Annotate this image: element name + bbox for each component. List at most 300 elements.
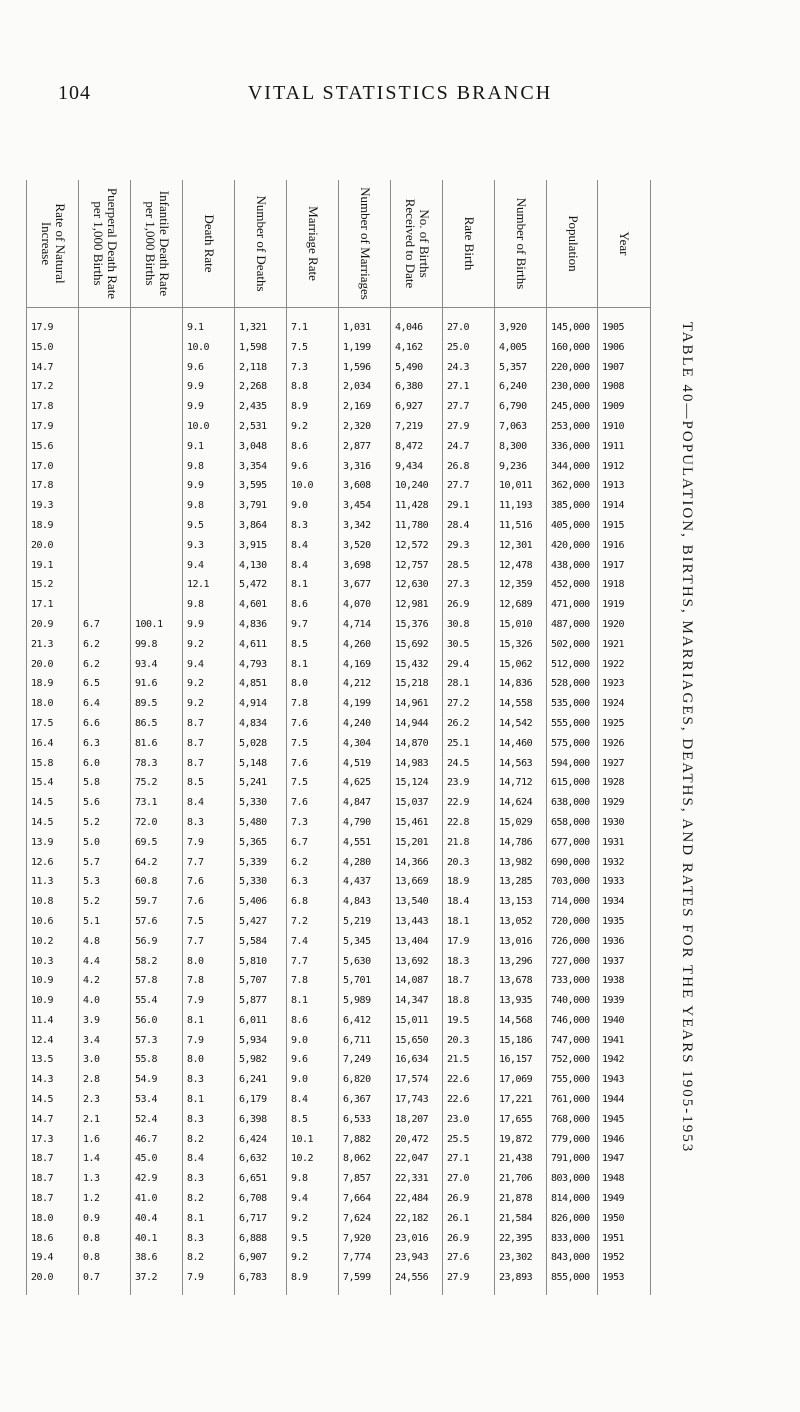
table-cell: 15,218 <box>395 678 429 690</box>
table-cell <box>83 377 127 397</box>
table-cell: 7.7 <box>187 935 204 947</box>
table-cell: 17,069 <box>499 1074 533 1086</box>
table-cell <box>83 556 127 576</box>
table-cell: 27.2 <box>447 698 470 710</box>
table-cell: 9.4 <box>291 1192 308 1204</box>
table-cell <box>135 556 179 576</box>
table-cell: 7.1 <box>291 321 308 333</box>
table-cell: 7.8 <box>291 698 308 710</box>
table-cell: 6.3 <box>291 876 308 888</box>
table-cell: 13,153 <box>499 896 533 907</box>
table-cell: 405,000 <box>551 519 590 531</box>
table-cell: 4.4 <box>83 955 100 967</box>
table-cell: 21.8 <box>447 836 470 848</box>
table-cell: 1,596 <box>343 361 371 373</box>
table-cell: 1943 <box>602 1074 625 1086</box>
table-cell: 3,864 <box>239 519 267 531</box>
table-cell: 19.3 <box>31 500 54 512</box>
table-cell: 6.3 <box>83 737 100 749</box>
table-cell: 8.6 <box>291 440 308 452</box>
table-cell: 15,011 <box>395 1014 429 1026</box>
column-deaths <box>234 180 287 1295</box>
table-cell: 17.8 <box>31 401 54 413</box>
table-cell: 9.3 <box>187 539 204 551</box>
table-cell: 18,207 <box>395 1113 429 1125</box>
table-cell: 9.2 <box>291 1252 308 1264</box>
table-cell: 615,000 <box>551 777 590 789</box>
table-cell: 1914 <box>602 500 625 512</box>
table-cell: 1947 <box>602 1153 625 1165</box>
table-cell: 27.6 <box>447 1252 470 1264</box>
table-cell: 12,478 <box>499 559 533 571</box>
table-cell: 6,424 <box>239 1133 267 1145</box>
table-cell: 10.9 <box>31 994 54 1006</box>
table-cell: 5,028 <box>239 737 267 749</box>
table-cell: 160,000 <box>551 341 590 353</box>
column-puerperal_rate <box>78 180 131 1295</box>
table-cell: 17.3 <box>31 1133 54 1145</box>
table-cell: 73.1 <box>135 797 158 809</box>
table-cell: 69.5 <box>135 836 158 848</box>
table-cell: 4,834 <box>239 717 267 729</box>
table-cell <box>135 338 179 358</box>
table-cell: 24.3 <box>447 361 470 373</box>
table-cell: 11,428 <box>395 500 429 512</box>
table-cell: 9.1 <box>187 440 204 452</box>
table-cell: 21,878 <box>499 1192 533 1204</box>
table-cell: 677,000 <box>551 836 590 848</box>
column-death_rate <box>182 180 235 1295</box>
table-cell: 6.7 <box>83 618 100 630</box>
table-cell: 14,870 <box>395 737 429 749</box>
table-cell: 17.5 <box>31 717 54 729</box>
table-cell: 14.5 <box>31 816 54 828</box>
table-cell: 22,331 <box>395 1173 429 1185</box>
table-cell: 8.0 <box>187 955 204 967</box>
table-cell: 1910 <box>602 420 625 432</box>
table-cell: 3,048 <box>239 440 267 452</box>
table-cell: 220,000 <box>551 361 590 373</box>
table-cell: 5.3 <box>83 876 100 888</box>
table-cell: 45.0 <box>135 1153 158 1165</box>
table-cell: 7.6 <box>187 876 204 888</box>
table-cell: 4,551 <box>343 836 371 848</box>
table-cell: 5,427 <box>239 915 267 927</box>
table-cell: 20.3 <box>447 856 470 868</box>
table-cell: 9,236 <box>499 460 527 472</box>
table-cell: 7.6 <box>187 896 204 907</box>
table-cell: 5.8 <box>83 777 100 789</box>
table-cell: 21.5 <box>447 1054 470 1066</box>
table-cell: 420,000 <box>551 539 590 551</box>
table-cell: 4,836 <box>239 618 267 630</box>
table-cell: 57.3 <box>135 1034 158 1046</box>
table-cell: 8.5 <box>291 1113 308 1125</box>
table-cell: 25.5 <box>447 1133 470 1145</box>
table-cell: 336,000 <box>551 440 590 452</box>
table-cell: 18.8 <box>447 994 470 1006</box>
table-cell: 19.5 <box>447 1014 470 1026</box>
table-cell: 1,199 <box>343 341 371 353</box>
table-cell: 14,460 <box>499 737 533 749</box>
table-cell: 733,000 <box>551 975 590 987</box>
table-cell: 15,432 <box>395 658 429 670</box>
table-cell: 1905 <box>602 321 625 333</box>
table-cell: 8.3 <box>291 519 308 531</box>
table-cell: 5,241 <box>239 777 267 789</box>
table-cell: 843,000 <box>551 1252 590 1264</box>
table-cell: 385,000 <box>551 500 590 512</box>
table-cell: 17,221 <box>499 1093 533 1105</box>
column-header: No. of Births Received to Date <box>391 180 443 308</box>
table-cell: 755,000 <box>551 1074 590 1086</box>
table-cell: 4,130 <box>239 559 267 571</box>
table-cell: 833,000 <box>551 1232 590 1244</box>
table-cell: 21,584 <box>499 1212 533 1224</box>
table-cell: 8,300 <box>499 440 527 452</box>
table-cell: 28.1 <box>447 678 470 690</box>
table-cell: 1953 <box>602 1272 625 1284</box>
table-cell: 9.2 <box>291 420 308 432</box>
table-cell <box>83 437 127 457</box>
table-cell: 5.7 <box>83 856 100 868</box>
table-cell: 7.8 <box>291 975 308 987</box>
table-cell: 6,711 <box>343 1034 371 1046</box>
table-cell: 8.1 <box>187 1212 204 1224</box>
table-cell: 8.2 <box>187 1133 204 1145</box>
table-cell: 91.6 <box>135 678 158 690</box>
table-cell: 8.5 <box>187 777 204 789</box>
table-cell <box>83 358 127 378</box>
table-cell: 10.2 <box>291 1153 314 1165</box>
column-population <box>546 180 599 1295</box>
table-cell: 17.9 <box>447 935 470 947</box>
table-cell: 14,087 <box>395 975 429 987</box>
table-cell: 2,531 <box>239 420 267 432</box>
table-cell: 6.2 <box>291 856 308 868</box>
table-cell: 3,354 <box>239 460 267 472</box>
table-cell: 1944 <box>602 1093 625 1105</box>
table-cell: 8.3 <box>187 1113 204 1125</box>
table-cell: 25.1 <box>447 737 470 749</box>
table-cell: 502,000 <box>551 638 590 650</box>
table-cell: 8.2 <box>187 1192 204 1204</box>
column-values <box>239 318 283 1288</box>
table-cell: 7,882 <box>343 1133 371 1145</box>
table-cell: 89.5 <box>135 698 158 710</box>
table-cell: 7.4 <box>291 935 308 947</box>
table-cell: 5,490 <box>395 361 423 373</box>
table-cell: 5,707 <box>239 975 267 987</box>
column-values <box>447 318 491 1288</box>
column-header: Population <box>547 180 599 308</box>
table-cell: 1945 <box>602 1113 625 1125</box>
table-cell: 14,558 <box>499 698 533 710</box>
table-cell: 7.7 <box>187 856 204 868</box>
table-cell: 22.8 <box>447 816 470 828</box>
table-cell: 1906 <box>602 341 625 353</box>
column-year <box>597 180 651 1295</box>
table-cell: 5,934 <box>239 1034 267 1046</box>
table-cell: 4,212 <box>343 678 371 690</box>
table-cell: 5,472 <box>239 579 267 591</box>
table-cell: 8.7 <box>187 737 204 749</box>
table-cell: 11,780 <box>395 519 429 531</box>
table-cell: 5.0 <box>83 836 100 848</box>
table-cell: 17.2 <box>31 381 54 393</box>
table-cell: 1912 <box>602 460 625 472</box>
table-cell: 1917 <box>602 559 625 571</box>
table-cell: 1928 <box>602 777 625 789</box>
table-cell: 20.0 <box>31 539 54 551</box>
table-cell: 5,330 <box>239 797 267 809</box>
table-cell: 4,437 <box>343 876 371 888</box>
table-cell: 8.9 <box>291 1272 308 1284</box>
table-cell: 56.0 <box>135 1014 158 1026</box>
table-cell: 594,000 <box>551 757 590 769</box>
table-cell: 15.6 <box>31 440 54 452</box>
table-cell: 14,563 <box>499 757 533 769</box>
table-cell: 8.2 <box>187 1252 204 1264</box>
table-cell: 7,219 <box>395 420 423 432</box>
table-cell: 15.0 <box>31 341 54 353</box>
table-cell: 3,677 <box>343 579 371 591</box>
table-cell: 1.4 <box>83 1153 100 1165</box>
table-cell: 13,443 <box>395 915 429 927</box>
column-values <box>291 318 335 1288</box>
table-cell <box>83 397 127 417</box>
table-cell: 10.0 <box>291 480 314 492</box>
table-cell: 727,000 <box>551 955 590 967</box>
table-cell: 7.9 <box>187 836 204 848</box>
table-cell: 1952 <box>602 1252 625 1264</box>
table-cell: 28.4 <box>447 519 470 531</box>
table-cell: 5,877 <box>239 994 267 1006</box>
table-cell: 20.3 <box>447 1034 470 1046</box>
table-cell: 1933 <box>602 876 625 888</box>
table-cell: 93.4 <box>135 658 158 670</box>
table-cell: 13.5 <box>31 1054 54 1066</box>
table-cell: 9.5 <box>187 519 204 531</box>
table-cell: 8.0 <box>187 1054 204 1066</box>
table-cell: 658,000 <box>551 816 590 828</box>
table-cell: 8.4 <box>187 797 204 809</box>
table-cell <box>83 457 127 477</box>
table-cell: 1942 <box>602 1054 625 1066</box>
table-cell: 7.5 <box>187 915 204 927</box>
table-cell: 11,516 <box>499 519 533 531</box>
table-cell: 7.5 <box>291 341 308 353</box>
column-birth_rate <box>442 180 495 1295</box>
column-values <box>187 318 231 1288</box>
table-cell: 9.7 <box>291 618 308 630</box>
column-births <box>494 180 547 1295</box>
table-cell: 75.2 <box>135 777 158 789</box>
table-cell: 13,692 <box>395 955 429 967</box>
column-values <box>31 318 75 1288</box>
table-cell: 100.1 <box>135 618 163 630</box>
table-cell: 5,357 <box>499 361 527 373</box>
table-cell: 452,000 <box>551 579 590 591</box>
table-cell <box>83 575 127 595</box>
table-cell: 1,321 <box>239 321 267 333</box>
table-cell: 5,584 <box>239 935 267 947</box>
table-cell: 638,000 <box>551 797 590 809</box>
column-values <box>135 318 179 1288</box>
table-cell: 768,000 <box>551 1113 590 1125</box>
table-cell: 23,893 <box>499 1272 533 1284</box>
table-cell: 3,920 <box>499 321 527 333</box>
table-cell: 3,454 <box>343 500 371 512</box>
table-cell <box>135 358 179 378</box>
table-cell: 29.4 <box>447 658 470 670</box>
table-cell: 11,193 <box>499 500 533 512</box>
table-cell: 1.3 <box>83 1173 100 1185</box>
table-cell: 17,655 <box>499 1113 533 1125</box>
table-cell: 15.4 <box>31 777 54 789</box>
table-cell: 13,669 <box>395 876 429 888</box>
table-cell: 17.0 <box>31 460 54 472</box>
table-cell <box>83 417 127 437</box>
table-cell: 13,540 <box>395 896 429 907</box>
table-cell: 7.5 <box>291 777 308 789</box>
table-cell: 5,480 <box>239 816 267 828</box>
table-cell: 9.4 <box>187 658 204 670</box>
table-cell: 38.6 <box>135 1252 158 1264</box>
table-cell: 26.8 <box>447 460 470 472</box>
table-cell: 27.1 <box>447 381 470 393</box>
table-cell <box>135 476 179 496</box>
table-cell <box>83 536 127 556</box>
table-cell: 23,016 <box>395 1232 429 1244</box>
table-cell: 4,625 <box>343 777 371 789</box>
table-cell: 9.2 <box>291 1212 308 1224</box>
table-cell: 1932 <box>602 856 625 868</box>
table-cell: 20,472 <box>395 1133 429 1145</box>
table-cell: 5.6 <box>83 797 100 809</box>
table-cell: 15,201 <box>395 836 429 848</box>
table-cell: 9.9 <box>187 401 204 413</box>
table-cell: 1946 <box>602 1133 625 1145</box>
table-cell: 4,914 <box>239 698 267 710</box>
table-cell: 6,927 <box>395 401 423 413</box>
table-cell: 8.8 <box>291 381 308 393</box>
column-header: Puerperal Death Rate per 1,000 Births <box>79 180 131 308</box>
column-marriages <box>338 180 391 1295</box>
column-header: Number of Deaths <box>235 180 287 308</box>
table-cell: 13,404 <box>395 935 429 947</box>
table-cell: 1939 <box>602 994 625 1006</box>
table-cell: 11.4 <box>31 1014 54 1026</box>
column-header: Rate Birth <box>443 180 495 308</box>
table-cell: 1922 <box>602 658 625 670</box>
table-cell: 1908 <box>602 381 625 393</box>
table-cell: 7,249 <box>343 1054 371 1066</box>
table-cell: 726,000 <box>551 935 590 947</box>
table-cell: 15,186 <box>499 1034 533 1046</box>
table-cell: 6.2 <box>83 658 100 670</box>
table-cell: 1923 <box>602 678 625 690</box>
table-cell: 18.7 <box>31 1153 54 1165</box>
table-cell: 14,542 <box>499 717 533 729</box>
table-cell: 10.0 <box>187 420 210 432</box>
table-cell: 1937 <box>602 955 625 967</box>
table-cell: 7.9 <box>187 994 204 1006</box>
table-cell: 13.9 <box>31 836 54 848</box>
table-cell: 245,000 <box>551 401 590 413</box>
table-cell <box>135 536 179 556</box>
table-cell: 9.0 <box>291 1074 308 1086</box>
table-cell: 20.9 <box>31 618 54 630</box>
table-cell: 18.9 <box>447 876 470 888</box>
table-cell: 18.9 <box>31 519 54 531</box>
table-cell: 6.5 <box>83 678 100 690</box>
table-cell: 15,062 <box>499 658 533 670</box>
table-cell: 5,345 <box>343 935 371 947</box>
table-cell: 7.2 <box>291 915 308 927</box>
table-cell: 1913 <box>602 480 625 492</box>
table-cell: 9.0 <box>291 500 308 512</box>
table-cell: 720,000 <box>551 915 590 927</box>
table-cell: 55.8 <box>135 1054 158 1066</box>
table-cell: 1919 <box>602 599 625 611</box>
table-cell: 2,268 <box>239 381 267 393</box>
table-cell: 12.1 <box>187 579 210 591</box>
table-cell: 24,556 <box>395 1272 429 1284</box>
table-cell: 9.6 <box>187 361 204 373</box>
table-cell: 4.8 <box>83 935 100 947</box>
table-cell: 1916 <box>602 539 625 551</box>
table-cell: 1950 <box>602 1212 625 1224</box>
table-cell: 1927 <box>602 757 625 769</box>
table-cell: 7,599 <box>343 1272 371 1284</box>
table-cell: 14,347 <box>395 994 429 1006</box>
table-cell: 12,572 <box>395 539 429 551</box>
table-cell: 2,877 <box>343 440 371 452</box>
table-cell: 7.8 <box>187 975 204 987</box>
table-cell: 1918 <box>602 579 625 591</box>
table-cell: 12,359 <box>499 579 533 591</box>
table-cell: 24.5 <box>447 757 470 769</box>
table-cell: 1940 <box>602 1014 625 1026</box>
table-cell: 8.3 <box>187 1173 204 1185</box>
column-header: Rate of Natural Increase <box>27 180 79 308</box>
table-cell: 8.1 <box>187 1093 204 1105</box>
table-cell: 471,000 <box>551 599 590 611</box>
table-cell: 6.8 <box>291 896 308 907</box>
table-cell: 7,063 <box>499 420 527 432</box>
table-cell: 4,046 <box>395 321 423 333</box>
table-cell: 21.3 <box>31 638 54 650</box>
table-cell: 10.9 <box>31 975 54 987</box>
table-cell: 4,280 <box>343 856 371 868</box>
table-cell: 27.3 <box>447 579 470 591</box>
table-cell: 344,000 <box>551 460 590 472</box>
table-cell: 803,000 <box>551 1173 590 1185</box>
table-cell: 9.2 <box>187 638 204 650</box>
table-cell: 9.8 <box>187 460 204 472</box>
table-cell: 10.6 <box>31 915 54 927</box>
table-cell: 1935 <box>602 915 625 927</box>
table-cell: 26.9 <box>447 1192 470 1204</box>
table-cell: 64.2 <box>135 856 158 868</box>
table-cell: 1936 <box>602 935 625 947</box>
table-cell: 4,240 <box>343 717 371 729</box>
table-cell: 5,810 <box>239 955 267 967</box>
table-cell: 60.8 <box>135 876 158 888</box>
table-cell: 7,920 <box>343 1232 371 1244</box>
column-header: Death Rate <box>183 180 235 308</box>
